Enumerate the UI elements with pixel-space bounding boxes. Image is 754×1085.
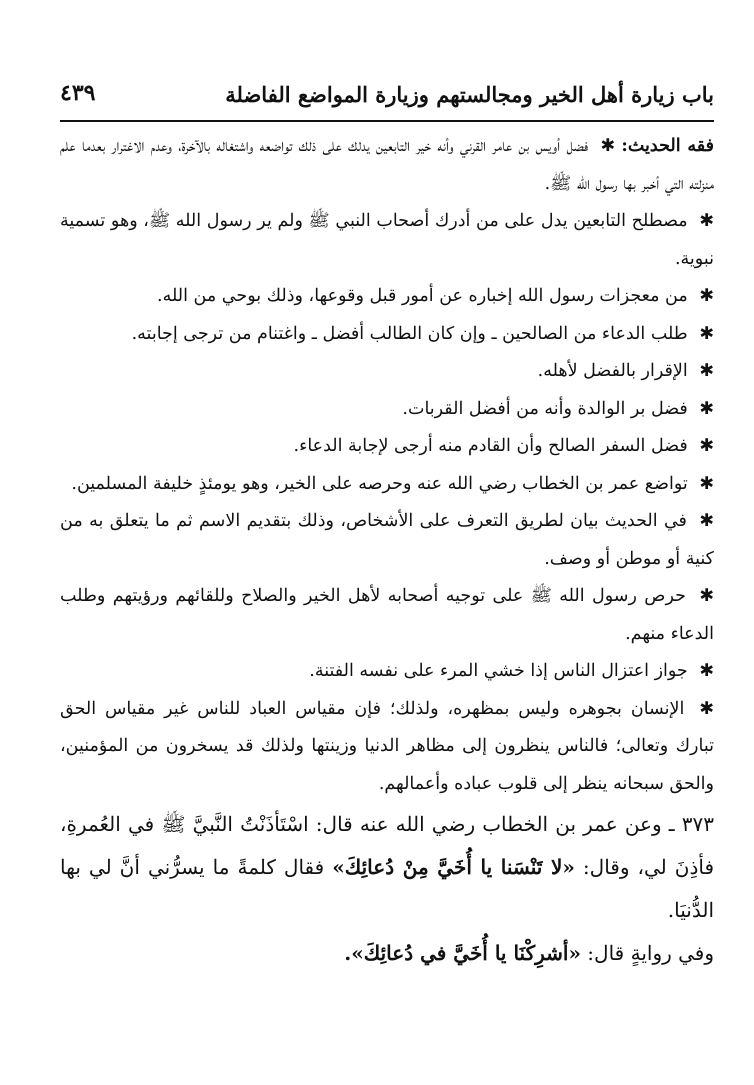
- point-text: طلب الدعاء من الصالحين ـ وإن كان الطالب أفضل ـ واغتنام من ترجى إجابته.: [131, 323, 688, 344]
- hadith-part-1: اسْتَأذَنْتُ النَّبيَّ ﷺ في العُمرةِ، فأذِنَ لي، وقال:: [60, 812, 715, 879]
- bullet-icon: ✱: [699, 436, 714, 456]
- point-text: مصطلح التابعين يدل على من أدرك أصحاب النبي ﷺ ولم ير رسول الله ﷺ، وهو تسمية نبوية.: [60, 211, 714, 269]
- point-text: فضل السفر الصالح وأن القادم منه أرجى لإجابة الدعاء.: [293, 436, 688, 456]
- point-10: [60, 578, 714, 653]
- bullet-icon: ✱: [699, 398, 714, 419]
- point-9: [60, 503, 714, 578]
- point-text: تواضع عمر بن الخطاب رضي الله عنه وحرصه على الخير، وهو يومئذٍ خليفة المسلمين.: [71, 473, 688, 494]
- point-2: [60, 203, 714, 278]
- point-text: من معجزات رسول الله إخباره عن أمور قبل وقوعها، وذلك بوحي من الله.: [157, 286, 688, 306]
- variant-intro: وفي روايةٍ قال:: [580, 941, 714, 965]
- bullet-icon: ✱: [699, 323, 714, 344]
- header-rule: [60, 120, 714, 122]
- chapter-title: باب زيارة أهل الخير ومجالستهم وزيارة المواضع الفاضلة: [225, 82, 714, 107]
- page-body: [60, 128, 714, 975]
- point-text: حرص رسول الله ﷺ على توجيه أصحابه لأهل الخير والصلاح وللقائهم ورؤيتهم وطلب الدعاء منهم.: [60, 586, 714, 644]
- bullet-icon: ✱: [699, 586, 714, 606]
- point-6: [60, 391, 714, 429]
- bullet-icon: ✱: [699, 661, 714, 681]
- page-header: [60, 76, 714, 116]
- point-4: [60, 316, 714, 354]
- hadith-part-2: فقال كلمةً ما يسرُّني أنَّ لي بها الدُّنيَا.: [60, 855, 714, 922]
- hadith-373: [60, 803, 714, 932]
- bullet-icon: ✱: [699, 211, 714, 231]
- point-text: فضل أويس بن عامر القرني وأنه خير التابعين يدلك على ذلك تواضعه واشتغاله بالآخرة، وعدم الاغترار بعدما علم منزلته التي أخبر بها رسول الله ﷺ.: [60, 136, 714, 194]
- point-text: الإنسان بجوهره وليس بمظهره، ولذلك؛ فإن مقياس العباد للناس غير مقياس الحق تبارك وتعالى؛ فالناس ينظرون إلى مظاهر الدنيا وزينتها ولذلك قد يسخرون من المؤمنين، والحق سبحانه ينظر إلى قلوب عباده وأعمالهم.: [60, 698, 714, 794]
- point-8: [60, 466, 714, 504]
- point-12: [60, 691, 714, 804]
- point-text: في الحديث بيان لطريق التعرف على الأشخاص، وذلك بتقديم الاسم ثم ما يتعلق به من كنية أو موطن أو وصف.: [60, 511, 714, 569]
- point-1: [60, 128, 714, 203]
- bullet-icon: ✱: [699, 361, 714, 381]
- point-text: فضل بر الوالدة وأنه من أفضل القربات.: [402, 398, 688, 419]
- point-3: [60, 278, 714, 316]
- point-5: [60, 353, 714, 391]
- bullet-icon: ✱: [699, 511, 714, 531]
- hadith-quote-2: «أشرِكْنَا يا أُخَيَّ في دُعائِكَ».: [344, 941, 581, 965]
- point-text: الإقرار بالفضل لأهله.: [537, 361, 688, 381]
- hadith-intro: ٣٧٣ ـ وعن عمر بن الخطاب رضي الله عنه قال:: [308, 812, 714, 836]
- page-number: ٤٣٩: [60, 80, 96, 106]
- fiqh-label: فقه الحديث:: [621, 136, 714, 156]
- hadith-variant: [60, 932, 714, 975]
- bullet-icon: ✱: [699, 286, 714, 306]
- hadith-quote-1: «لا تَنْسَنا يا أُخَيَّ مِنْ دُعائِكَ»: [332, 855, 575, 879]
- bullet-icon: ✱: [699, 473, 714, 494]
- point-11: [60, 653, 714, 691]
- point-text: جواز اعتزال الناس إذا خشي المرء على نفسه الفتنة.: [309, 661, 688, 681]
- point-7: [60, 428, 714, 466]
- bullet-icon: ✱: [699, 698, 714, 719]
- bullet-icon: ✱: [600, 136, 616, 156]
